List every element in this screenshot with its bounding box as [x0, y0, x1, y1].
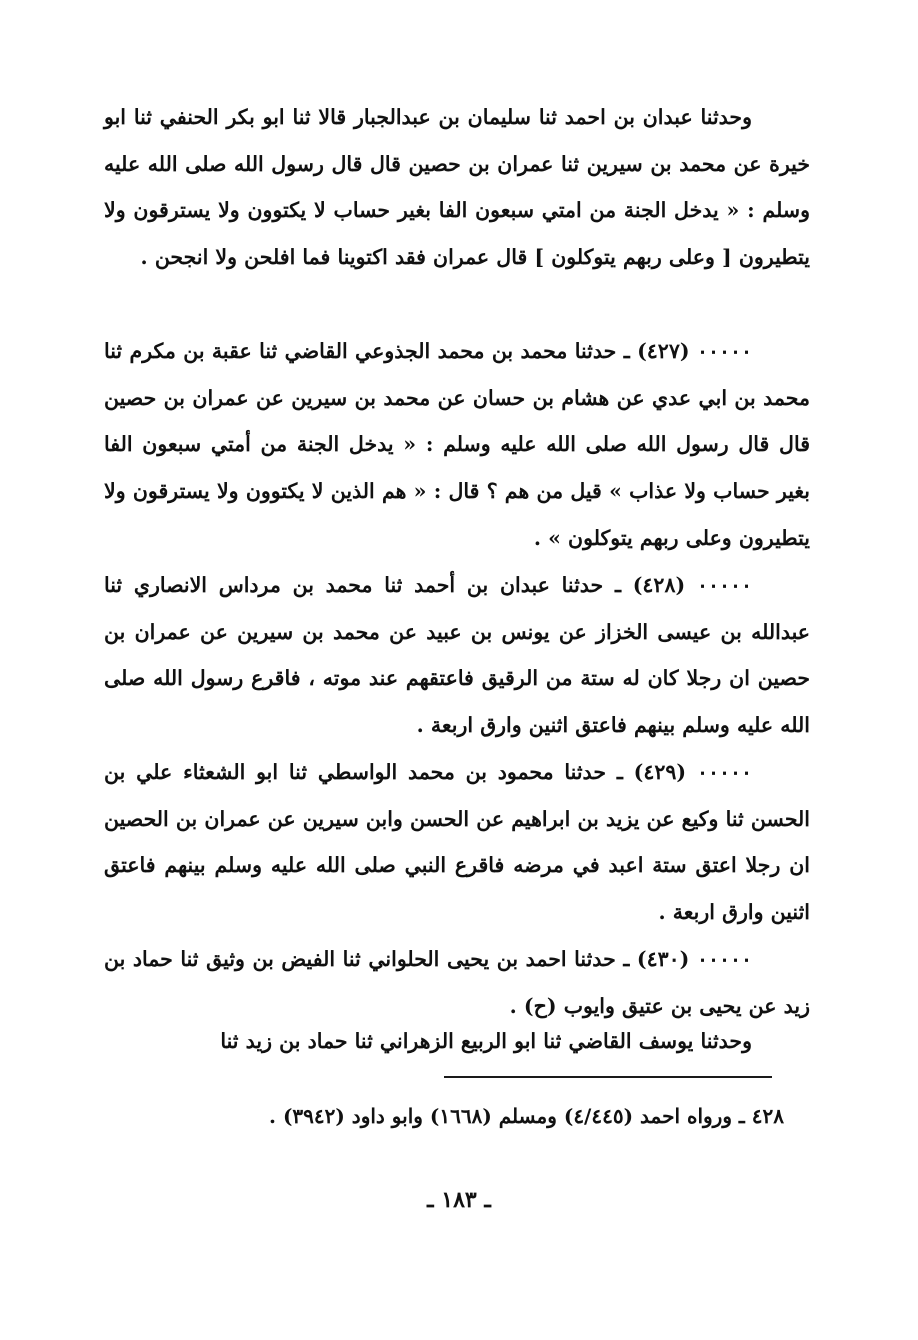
- paragraph-text: ٠٠٠٠٠ (٤٢٨) ـ حدثنا عبدان بن أحمد ثنا محمد بن مرداس الانصاري ثنا عبدالله بن عيسى الخزاز عن يونس بن عبيد عن محمد بن سيرين عن عمران بن حصين ان رجلا كان له ستة من الرقيق فاعتقهم عند موته ، فاقرع رسول الله صلى الله عليه وسلم بينهم فاعتق اثنين وارق اربعة .: [104, 573, 810, 738]
- paragraph-text: وحدثنا عبدان بن احمد ثنا سليمان بن عبدالجبار قالا ثنا ابو بكر الحنفي ثنا ابو خيرة عن محمد بن سيرين ثنا عمران بن حصين قال قال رسول الله صلى الله عليه وسلم : « يدخل الجنة من امتي سبعون الفا بغير حساب لا يكتوون ولا يسترقون ولا يتطيرون [ وعلى ربهم يتوكلون ] قال عمران فقد اكتوينا فما افلحن ولا انجحن .: [104, 105, 810, 270]
- hadith-paragraph-427: [104, 328, 810, 562]
- footnote-separator: [444, 1076, 772, 1078]
- hadith-paragraph-428: [104, 562, 810, 749]
- footnote: ٤٢٨ ـ ورواه احمد (٤/٤٤٥) ومسلم (١٦٦٨) وابو داود (٣٩٤٢) .: [269, 1104, 784, 1128]
- paragraph-text: ٠٠٠٠٠ (٤٢٩) ـ حدثنا محمود بن محمد الواسطي ثنا ابو الشعثاء علي بن الحسن ثنا وكيع عن يزيد بن ابراهيم عن الحسن وابن سيرين عن عمران بن الحصين ان رجلا اعتق ستة اعبد في مرضه فاقرع النبي صلى الله عليه وسلم بينهم فاعتق اثنين وارق اربعة .: [104, 760, 810, 925]
- paragraph-text: ٠٠٠٠٠ (٤٢٧) ـ حدثنا محمد بن محمد الجذوعي القاضي ثنا عقبة بن مكرم ثنا محمد بن ابي عدي عن هشام بن حسان عن محمد بن سيرين عن عمران بن حصين قال قال رسول الله صلى الله عليه وسلم : « يدخل الجنة من أمتي سبعون الفا بغير حساب ولا عذاب » قيل من هم ؟ قال : « هم الذين لا يكتوون ولا يسترقون ولا يتطيرون وعلى ربهم يتوكلون » .: [104, 339, 810, 550]
- hadith-paragraph-continuation: [104, 1018, 810, 1065]
- hadith-paragraph-429: [104, 749, 810, 936]
- page-number: ـ ١٨٣ ـ: [427, 1187, 491, 1213]
- hadith-paragraph-430: [104, 936, 810, 1029]
- hadith-paragraph-intro: [104, 94, 810, 281]
- paragraph-text: ٠٠٠٠٠ (٤٣٠) ـ حدثنا احمد بن يحيى الحلواني ثنا الفيض بن وثيق ثنا حماد بن زيد عن يحيى بن عتيق وايوب (ح) .: [104, 947, 810, 1018]
- paragraph-text: وحدثنا يوسف القاضي ثنا ابو الربيع الزهراني ثنا حماد بن زيد ثنا: [220, 1029, 752, 1053]
